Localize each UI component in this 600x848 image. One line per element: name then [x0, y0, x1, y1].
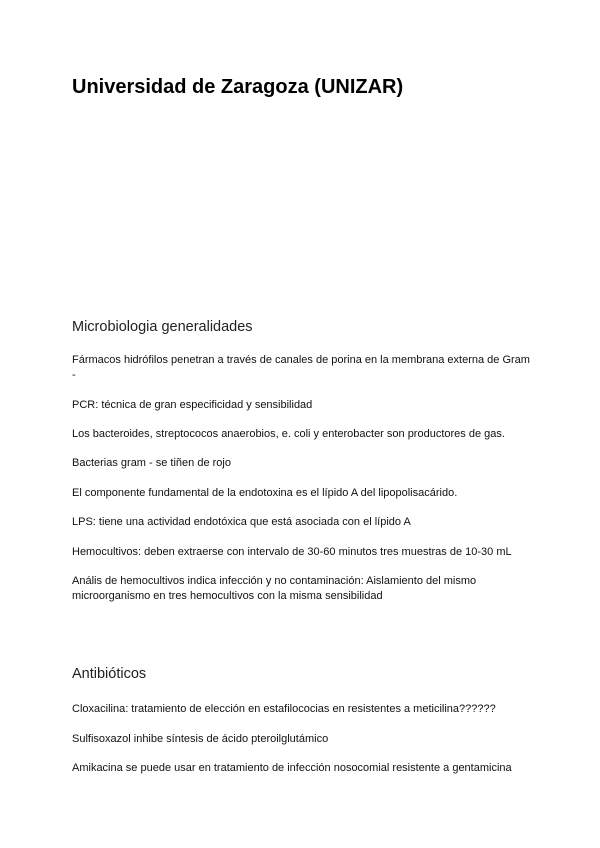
- paragraph-amikacina: Amikacina se puede usar en tratamiento de infección nosocomial resistente a gentamicina: [72, 762, 512, 774]
- paragraph-sulfisoxazol: Sulfisoxazol inhibe síntesis de ácido pteroilglutámico: [72, 733, 329, 745]
- paragraph-farmacos-hidrofilos: Fármacos hidrófilos penetran a través de canales de porina en la membrana externa de Gram -: [72, 354, 530, 381]
- paragraph-pcr: PCR: técnica de gran especificidad y sensibilidad: [72, 399, 313, 411]
- section-heading-antibioticos: Antibióticos: [72, 666, 147, 682]
- paragraph-bacteroides: Los bacteroides, streptococos anaerobios, e. coli y enterobacter son productores de gas.: [72, 428, 505, 440]
- section-heading-microbiologia: Microbiologia generalidades: [72, 319, 253, 335]
- paragraph-bacterias-gram: Bacterias gram - se tiñen de rojo: [72, 457, 231, 469]
- paragraph-cloxacilina: Cloxacilina: tratamiento de elección en estafilococias en resistentes a meticilina??????: [72, 703, 496, 715]
- paragraph-hemocultivos: Hemocultivos: deben extraerse con intervalo de 30-60 minutos tres muestras de 10-30 mL: [72, 546, 512, 558]
- paragraph-endotoxina: El componente fundamental de la endotoxina es el lípido A del lipopolisacárido.: [72, 487, 458, 499]
- paragraph-lps: LPS: tiene una actividad endotóxica que está asociada con el lípido A: [72, 516, 411, 528]
- paragraph-analisis-hemocultivos: Anális de hemocultivos indica infección y no contaminación: Aislamiento del mismo microorganismo en tres hemocultivos con la misma sensibilidad: [72, 575, 477, 602]
- document-title: Universidad de Zaragoza (UNIZAR): [72, 76, 404, 98]
